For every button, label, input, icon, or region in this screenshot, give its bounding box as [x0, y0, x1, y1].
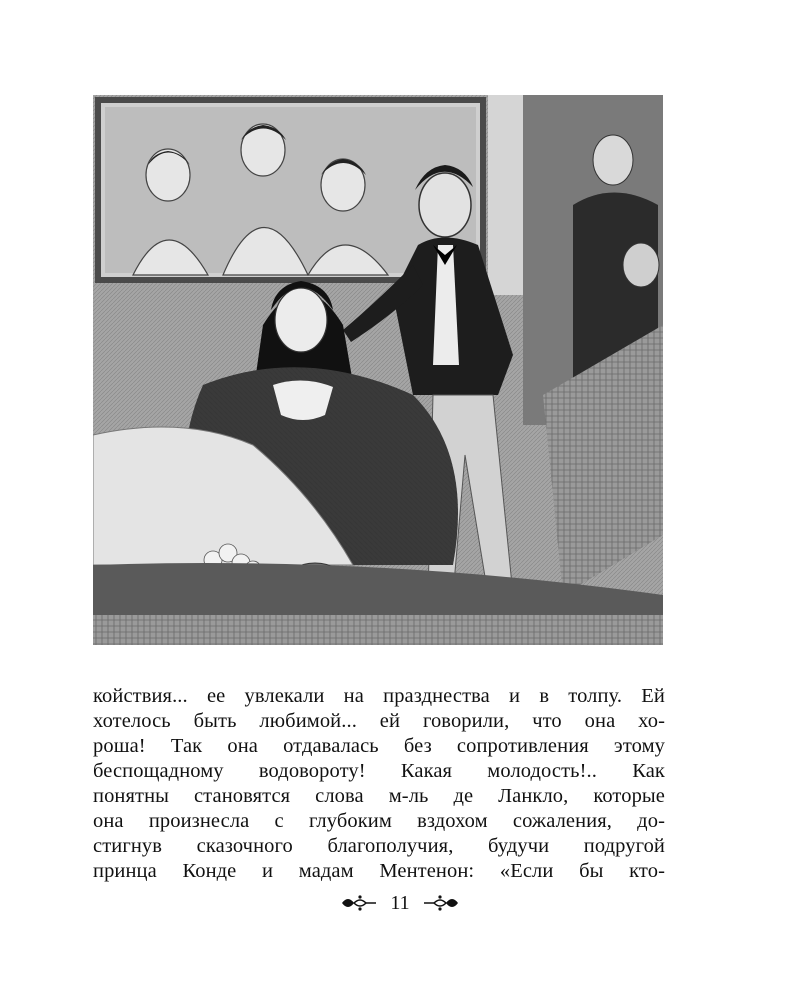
text-line: стигнув сказочного благополучия, будучи подругой — [93, 835, 665, 857]
fleuron-left-icon — [340, 893, 378, 913]
text-line: хотелось быть любимой... ей говорили, что она хо- — [93, 710, 665, 732]
text-line: беспощадному водовороту! Какая молодость!.. Как — [93, 760, 665, 782]
text-line: она произнесла с глубоким вздохом сожаления, до- — [93, 810, 665, 832]
text-line: понятны становятся слова м-ль де Ланкло, которые — [93, 785, 665, 807]
illustration — [93, 95, 663, 645]
fleuron-right-icon — [422, 893, 460, 913]
page-footer — [0, 888, 800, 918]
text-line: принца Конде и мадам Ментенон: «Если бы кто- — [93, 860, 665, 882]
text-line: роша! Так она отдавалась без сопротивления этому — [93, 735, 665, 757]
body-text — [93, 684, 665, 884]
engraving-icon — [93, 95, 663, 645]
page-number: 11 — [390, 892, 410, 914]
text-line: койствия... ее увлекали на празднества и в толпу. Ей — [93, 685, 665, 707]
